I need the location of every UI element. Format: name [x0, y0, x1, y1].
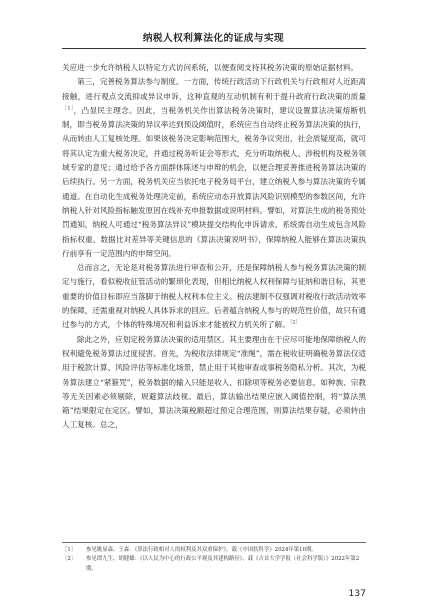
paragraph — [62, 261, 366, 332]
footnote-divider — [62, 542, 366, 543]
running-header-title: 纳税人权利算法化的证成与实现 — [142, 33, 285, 44]
footnote-mark: 〔2〕 — [62, 556, 77, 563]
header-divider — [62, 48, 366, 49]
footnote-reference[interactable]: 〔2〕 — [289, 319, 301, 326]
footnote-reference[interactable]: ［1］ — [62, 105, 74, 112]
body-text — [62, 61, 366, 433]
paragraph — [62, 75, 366, 261]
paragraph-text: 第三，完善税务算法参与制度。一方面，传统行政活动下行政机关与行政相对人近距离接触，进行观点交流抑或异议申诉，这种直观的互动机制有利于提升政府行政决策的质量 — [62, 77, 366, 101]
footnote — [62, 546, 366, 555]
paragraph-text: 总而言之，无论是对税务算法进行审查和公开，还是保障纳税人参与税务算法决策的制定与施行，看似税收征管活动的繁琐化表现，但相比纳税人权利保障与征纳和谐目标，其更重要的价值目标即应当落脚于纳税人权利本位主义。税法建制不仅强调对税收行政活动效率的保障，还需重视对纳税人具体诉求的回应。后者蕴含纳税人参与的规范性价值，故只有通过参与的方式，个体的特殊境况和利益诉求才能被权力机关所了解。 — [62, 263, 366, 330]
footnote-mark: ［1］ — [62, 547, 77, 553]
footnote-text: 参见姚显森、王森：《算法行政相对人的权利及其双重保护》，载《中国软科学》2024年第10期。 — [86, 547, 317, 553]
paragraph-text: ，凸显民主理念。因此，当税务机关作出算法税务决策时，建议设置算法决策熔断机制，即当税务算法决策的异议率达到预设阈值时，系统应当自动终止税务算法决策的执行，从而转由人工复核处理。如果该税务决定影响范围大，税务争议突出，社会质疑度高，就可将其认定为重大税务决定，并通过税务听证会等形式，充分听取纳税人、涉税机构及税务领域专家的意见；通过给予各方面群体陈述与申辩的机会，以便合理妥善推进税务算法决策的后续执行。另一方面，税务机关应当依托电子税务局平台，建立纳税人参与算法决策的专属通道。在自动化生成税务处理决定前，系统应动态开放算法风险识别模型的参数区间，允许纳税人针对风险指标触发原因在线补充申报数据或说明材料。譬如，对算法生成的税务预处罚通知，纳税人可通过“税务算法异议”模块提交结构化申诉请求，系统需自动生成包含风险指标权重、数据比对差异等关键信息的《算法决策说明书》，保障纳税人能够在算法决策执行前享有一定范围内的申辩空间。 — [62, 105, 366, 258]
page-number: 137 — [348, 588, 366, 599]
footnote-text: 参见谭九生、胡健雄：《以人民为中心的行政公平观及其建构路径》，载《吉首大学学报（社会科学版）》2022年第2期。 — [86, 556, 360, 572]
paragraph: 关应进一步允许纳税人以特定方式访问系统，以便查阅支持其税务决策的原始证据材料。 — [62, 63, 359, 72]
paragraph: 除此之外，应划定税务算法决策的适用禁区。其主要理由在于应尽可能地保障纳税人的权利避免税务算法过度侵害。首先，为税收法律规定“准绳”，需在税收征明确税务算法仅适用于税款计算、风险评估等标准化场景，禁止用于其他审查或事税务隐私分析。其次，为税务算法建立“紧箍咒”，税务数据的输入只能是收入、扣除项等税务必要信息，如种族、宗教等无关因素必须剔除，规避算法歧视。最后，算法输出结果应嵌入阈值控制，将“算法黑箱”结果限定在定区。譬如，算法决策税额超过预定合理范围，则算法结果存疑，必须转由人工复核。总之， — [62, 334, 366, 430]
footnotes — [62, 546, 366, 574]
footnote — [62, 555, 366, 574]
